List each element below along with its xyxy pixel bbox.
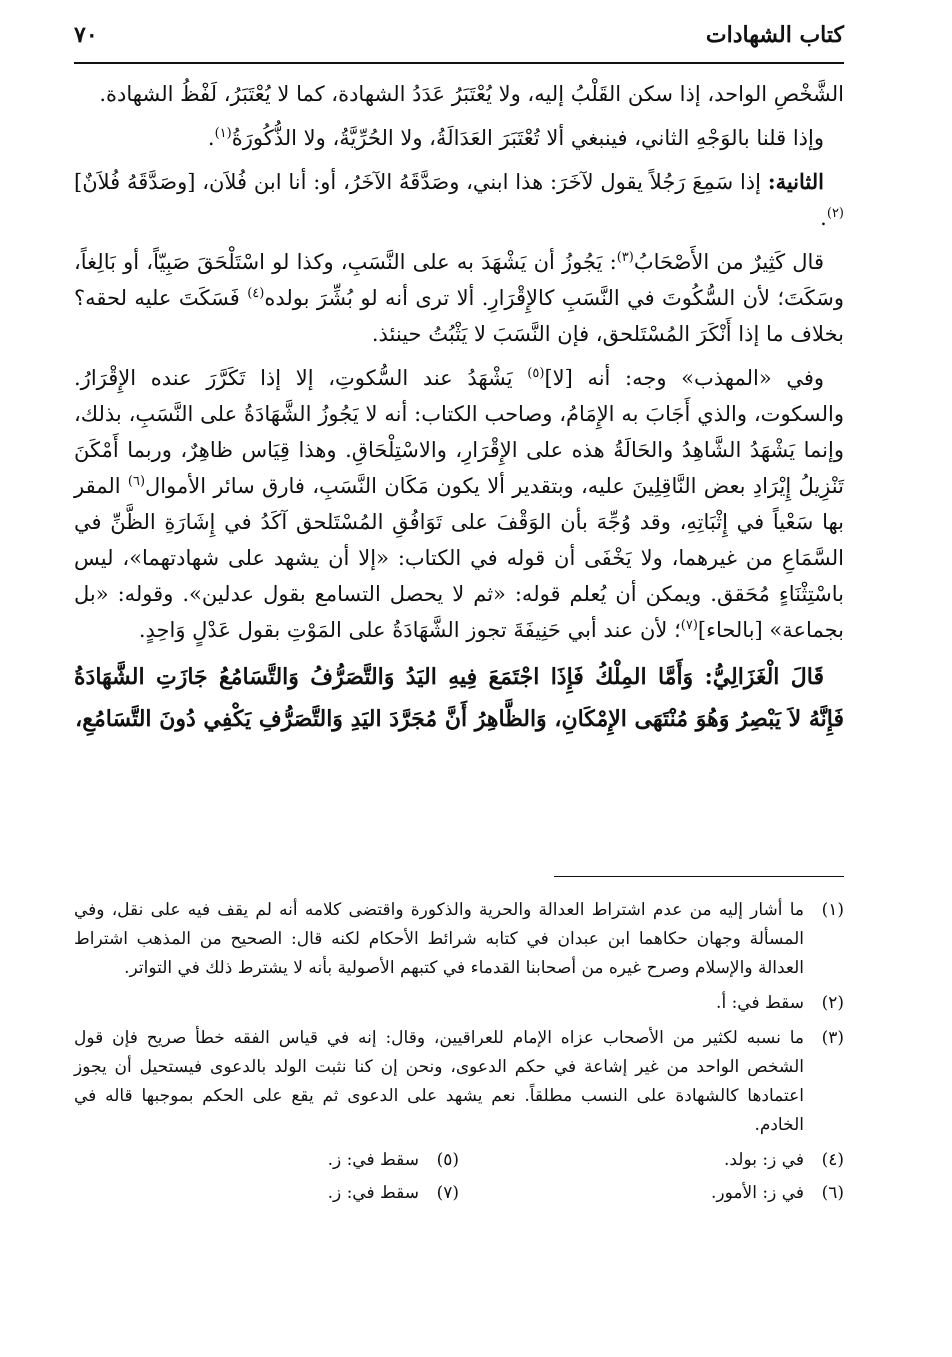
- footnote-pairs: [74, 1146, 844, 1208]
- footnote-2: (٢) سقط في: أ.: [716, 993, 844, 1013]
- footnote-ref-4: (٤): [247, 286, 265, 301]
- footnote-ref-1: (١): [214, 126, 232, 141]
- footnote-6-number: (٦): [821, 1183, 844, 1203]
- header-rule: [74, 62, 844, 64]
- footnote-ref-5: (٥): [527, 366, 545, 381]
- footnote-7-number: (٧): [436, 1183, 459, 1203]
- paragraph-5: وفي «المهذب» وجه: أنه [لا]$^{(٥)}$ يَشْهَدُ عند السُّكوتِ، إلا إذا تَكَرَّرَ عنده الإِقْرَارُ. والسكوت، والذي أَجَابَ به الإِمَامُ، وصاحب الكتاب: أنه لا يَجُوزُ الشَّهَادَةُ على النَّسَبِ، بذلك، وإنما يَشْهَدُ الشَّاهِدُ والحَالَةُ هذه على الإِقْرَارِ، والاسْتِلْحَاقِ. وهذا قِيَاس ظاهِرٌ، وربما أَمْكَنَ تَنْزِيلُ إِيْرَادِ بعض النَّاقِلِينَ عليه، وبتقدير ألا يكون مَكَان النَّسَبِ، فارق سائر الأموال$^{(٦)}$ المقر بها سَعْياً في إِثْبَاتِهِ، وقد وُجِّهَ بأن الوَقْفَ على تَوَافُقِ المُسْتَلحق آكَدُ في إِشَارَةِ الظَّنِّ في السَّمَاعِ من غيرهما، ولا يَخْفَى أن قوله في الكتاب: «إلا أن يشهد على شهادتهما»، ليس باسْتِثْنَاءٍ مُحَقق. ويمكن أن يُعلم قوله: «ثم لا يحصل التسامع بقول عدلين». وقوله: «بل بجماعة» [بالحاء]$^{(٧)}$؛ لأن عند أبي حَنِيفَةَ تجوز الشَّهَادَةُ على المَوْتِ بقول عَدْلٍ وَاحِدٍ.: [74, 366, 844, 642]
- paragraph-1: الشَّخْصِ الواحد، إذا سكن القَلْبُ إليه، ولا يُعْتَبَرُ عَدَدُ الشهادة، كما لا يُعْتَبَرُ، لَفْظُ الشهادة.: [99, 82, 844, 106]
- paragraph-4: قال كَثِيرٌ من الأَصْحَابُ$^{(٣)}$: يَجُوزُ أن يَشْهَدَ به على النَّسَبِ، وكذا لو اسْتَلْحَقَ صَبِيّاً، أو بَالِغاً، وسَكَتَ؛ لأن السُّكُوتَ في النَّسَبِ كالإِقْرَارِ. ألا ترى أنه لو بُشِّرَ بولده$^{(٤)}$ فَسَكَتَ عليه لحقه؟ بخلاف ما إذا أَنْكَرَ المُسْتَلحق، فإن النَّسَبَ لا يَثْبُتُ حينئذ.: [74, 250, 845, 346]
- footnotes: [74, 896, 844, 1208]
- main-text: [74, 76, 844, 748]
- footnote-ref-3: (٣): [616, 250, 634, 265]
- paragraph-3: الثانية: إذا سَمِعَ رَجُلاً يقول لآخَرَ: هذا ابني، وصَدَّقَهُ الآخَرُ، أو: أنا ابن فُلاَن، [وصَدَّقَهُ فُلاَنٌ]$^{(٢)}$.: [74, 169, 844, 230]
- footnote-rule: [554, 876, 844, 877]
- footnote-4-number: (٤): [821, 1150, 844, 1170]
- ghazali-quote: قَالَ الْغَزَالِيُّ: وَأَمَّا المِلْكُ فَإِذَا اجْتَمَعَ فِيهِ اليَدُ وَالتَّصَرُّفُ وَالتَّسَامُعُ جَازَتِ الشَّهَادَةُ فَإِنَّهُ لاَ يَبْصِرُ وَهُوَ مُنْتَهَى الإِمْكَانِ، وَالظَّاهِرُ أَنَّ مُجَرَّدَ اليَدِ وَالتَّصَرُّفِ يَكْفِي دُونَ التَّسَامُعِ،: [74, 664, 844, 732]
- footnote-6-text: في ز: الأمور.: [711, 1183, 804, 1203]
- footnote-5-text: سقط في: ز.: [327, 1150, 419, 1170]
- section-lead-second: الثانية:: [767, 169, 824, 194]
- running-head: [74, 16, 844, 54]
- footnote-1: (١) ما أشار إليه من عدم اشتراط العدالة والحرية والذكورة واقتضى كلامه أنه لم يقف فيه على نقل، وفي المسألة وجهان حكاهما ابن عبدان في كتابه شرائط الأحكام لكنه قال: الصحيح من المذهب اشتراط العدالة والإسلام وصرح غيره من أصحابنا القدماء في كتبهم الأصولية بأنه لا يشترط ذلك في التواتر.: [74, 900, 844, 978]
- page-number: ٧٠: [74, 22, 98, 48]
- footnote-7-text: سقط في: ز.: [327, 1183, 419, 1203]
- footnote-ref-7: (٧): [680, 618, 698, 633]
- paragraph-2: وإذا قلنا بالوَجْهِ الثاني، فينبغي ألا تُعْتَبَرَ العَدَالَةُ، ولا الحُرِّيَّةُ، ولا الذُّكُورَةُ$^{(١)}$.: [207, 126, 824, 150]
- footnote-4-text: في ز: بولد.: [723, 1150, 804, 1170]
- chapter-title: كتاب الشهادات: [705, 22, 844, 48]
- footnote-5-number: (٥): [436, 1150, 459, 1170]
- footnote-ref-6: (٦): [127, 474, 146, 489]
- footnote-ref-2: (٢): [826, 206, 844, 221]
- footnote-3: (٣) ما نسبه لكثير من الأصحاب عزاه الإمام للعراقيين، وقال: إنه في قياس الفقه خطأ صريح فإن قول الشخص الواحد من غير إشاعة في حكم الدعوى، ونحن إن كنا نثبت الولد بالدعوى فيستحيل أن يجوز اعتمادها كالشهادة على النسب مطلقاً. نعم يشهد على الدعوى ثم يقع على الحكم بموجبها قاله في الخادم.: [74, 1028, 844, 1135]
